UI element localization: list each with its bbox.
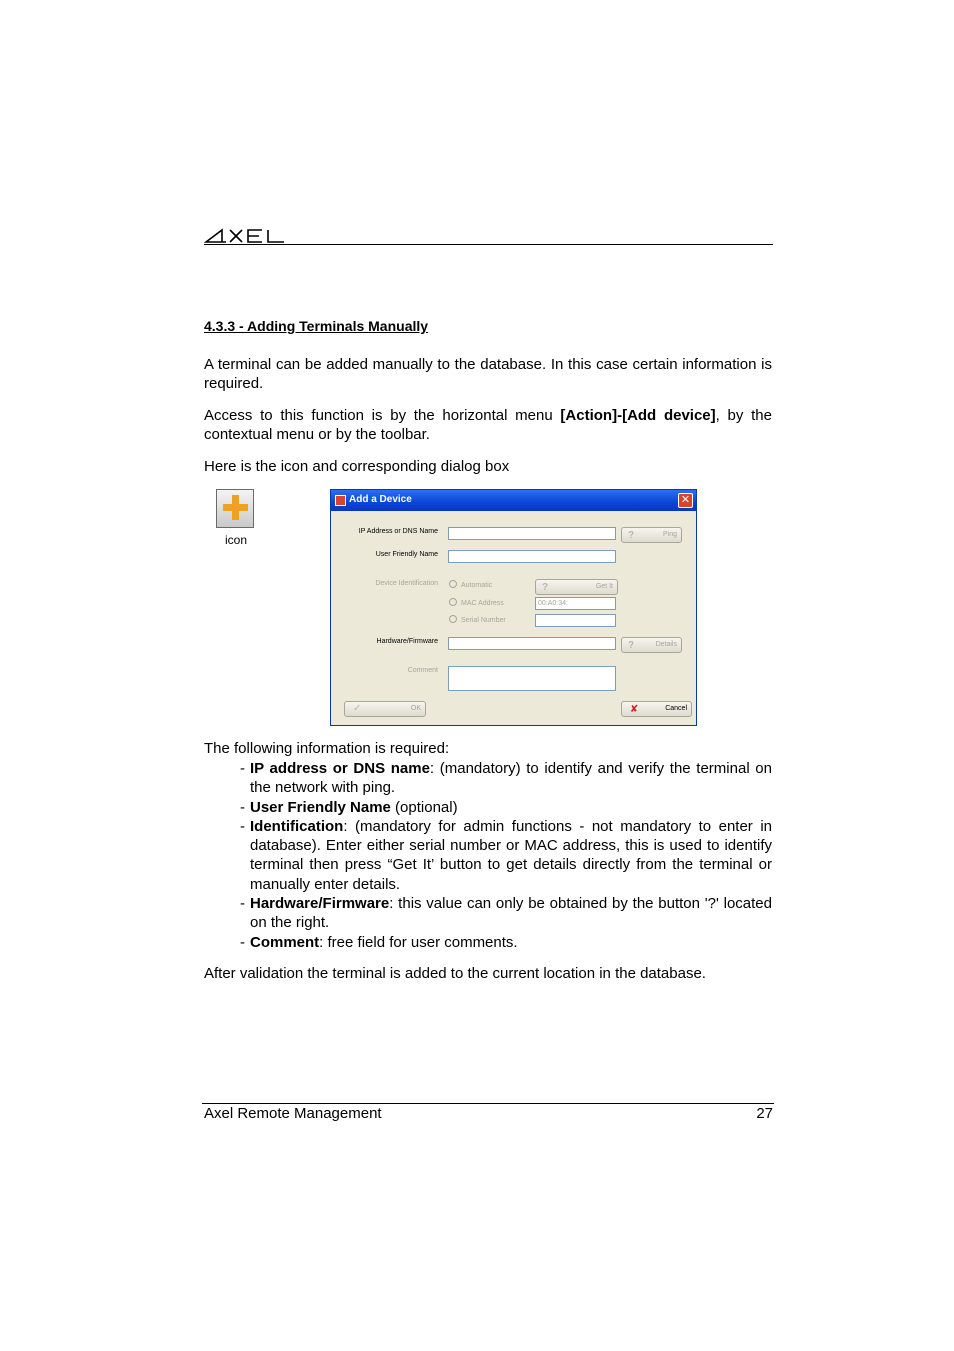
radio-serial-label: Serial Number (461, 617, 506, 624)
list-item (240, 759, 772, 798)
friendly-name-input[interactable] (448, 550, 616, 563)
plus-horizontal (223, 504, 248, 511)
menu-path: [Action]-[Add device] (560, 407, 716, 424)
axel-logo (204, 225, 294, 245)
details-button[interactable] (621, 637, 682, 653)
checkmark-icon: ✓ (353, 703, 362, 714)
list-item (240, 817, 772, 894)
serial-input[interactable] (535, 614, 616, 627)
ip-label: IP Address or DNS Name (358, 528, 438, 535)
radio-serial[interactable] (449, 615, 506, 624)
radio-mac[interactable] (449, 598, 504, 607)
ok-label: OK (410, 705, 421, 712)
requirements-list (240, 759, 772, 952)
question-icon: ? (542, 582, 549, 593)
item-text: (optional) (390, 798, 458, 816)
list-dash: - (240, 895, 245, 913)
radio-dot (449, 580, 457, 588)
list-item (240, 894, 772, 933)
axel-logo-graphic (204, 225, 294, 245)
cross-icon: ✘ (630, 704, 639, 715)
header-rule (204, 244, 773, 245)
question-icon: ? (628, 530, 635, 541)
intro-paragraph-1: A terminal can be added manually to the database. In this case certain information is required. (204, 356, 772, 392)
item-term: Identification (250, 817, 344, 835)
comment-input[interactable] (448, 666, 616, 691)
ping-button[interactable] (621, 527, 682, 543)
requirements-intro: The following information is required: (204, 740, 450, 757)
ping-label: Ping (662, 531, 677, 538)
icon-caption: icon (224, 533, 247, 547)
list-dash: - (240, 798, 245, 816)
p2-before: Access to this function is by the horizontal menu (204, 407, 561, 424)
radio-dot (449, 598, 457, 606)
closing-paragraph: After validation the terminal is added to the current location in the database. (204, 965, 706, 982)
list-item (240, 933, 772, 952)
mac-input[interactable]: 00:A0:34: (535, 597, 616, 610)
item-text: : (mandatory for admin functions - not mandatory to enter in database). Enter either serial number or MAC address, this is used to identify terminal then press “Get It’ button to get details directly from the terminal or manually enter details. (250, 817, 772, 893)
hardware-label: Hardware/Firmware (376, 638, 438, 645)
item-term: User Friendly Name (250, 798, 391, 816)
app-icon (335, 495, 346, 506)
identification-label: Device Identification (375, 580, 438, 587)
comment-label: Comment (407, 667, 438, 674)
question-icon: ? (628, 640, 635, 651)
item-text: : free field for user comments. (319, 933, 518, 951)
footer-title: Axel Remote Management (204, 1105, 382, 1122)
friendly-name-label: User Friendly Name (375, 551, 438, 558)
get-it-button[interactable] (535, 579, 618, 595)
radio-dot (449, 615, 457, 623)
item-term: IP address or DNS name (250, 760, 430, 777)
intro-paragraph-3: Here is the icon and corresponding dialog box (204, 458, 510, 475)
item-text: : (mandatory) to identify and verify the terminal on the network with ping. (250, 760, 772, 797)
radio-mac-label: MAC Address (461, 600, 504, 607)
item-term: Comment (250, 933, 320, 951)
radio-automatic[interactable] (449, 580, 492, 589)
intro-paragraph-2 (204, 406, 772, 444)
cancel-button[interactable] (621, 701, 692, 717)
item-text: : this value can only be obtained by the button '?' located on the right. (250, 895, 772, 932)
add-device-icon (216, 489, 254, 528)
ip-input[interactable] (448, 527, 616, 540)
list-dash: - (240, 760, 245, 777)
get-it-label: Get It (595, 583, 613, 590)
cancel-label: Cancel (665, 705, 687, 712)
item-term: Hardware/Firmware (250, 895, 390, 913)
p2-after: , by the contextual menu or by the toolbar. (204, 407, 772, 443)
add-device-dialog (330, 489, 697, 726)
details-label: Details (655, 641, 677, 648)
list-dash: - (240, 817, 245, 835)
list-dash: - (240, 933, 245, 951)
hardware-input[interactable] (448, 637, 616, 650)
close-button[interactable]: ✕ (678, 493, 693, 508)
radio-automatic-label: Automatic (461, 582, 493, 589)
section-title: 4.3.3 - Adding Terminals Manually (204, 318, 429, 334)
footer-rule (202, 1103, 774, 1104)
dialog-titlebar (331, 490, 696, 511)
list-item (240, 798, 772, 817)
ok-button[interactable] (344, 701, 426, 717)
page-number: 27 (756, 1105, 773, 1122)
dialog-title: Add a Device (349, 494, 412, 505)
